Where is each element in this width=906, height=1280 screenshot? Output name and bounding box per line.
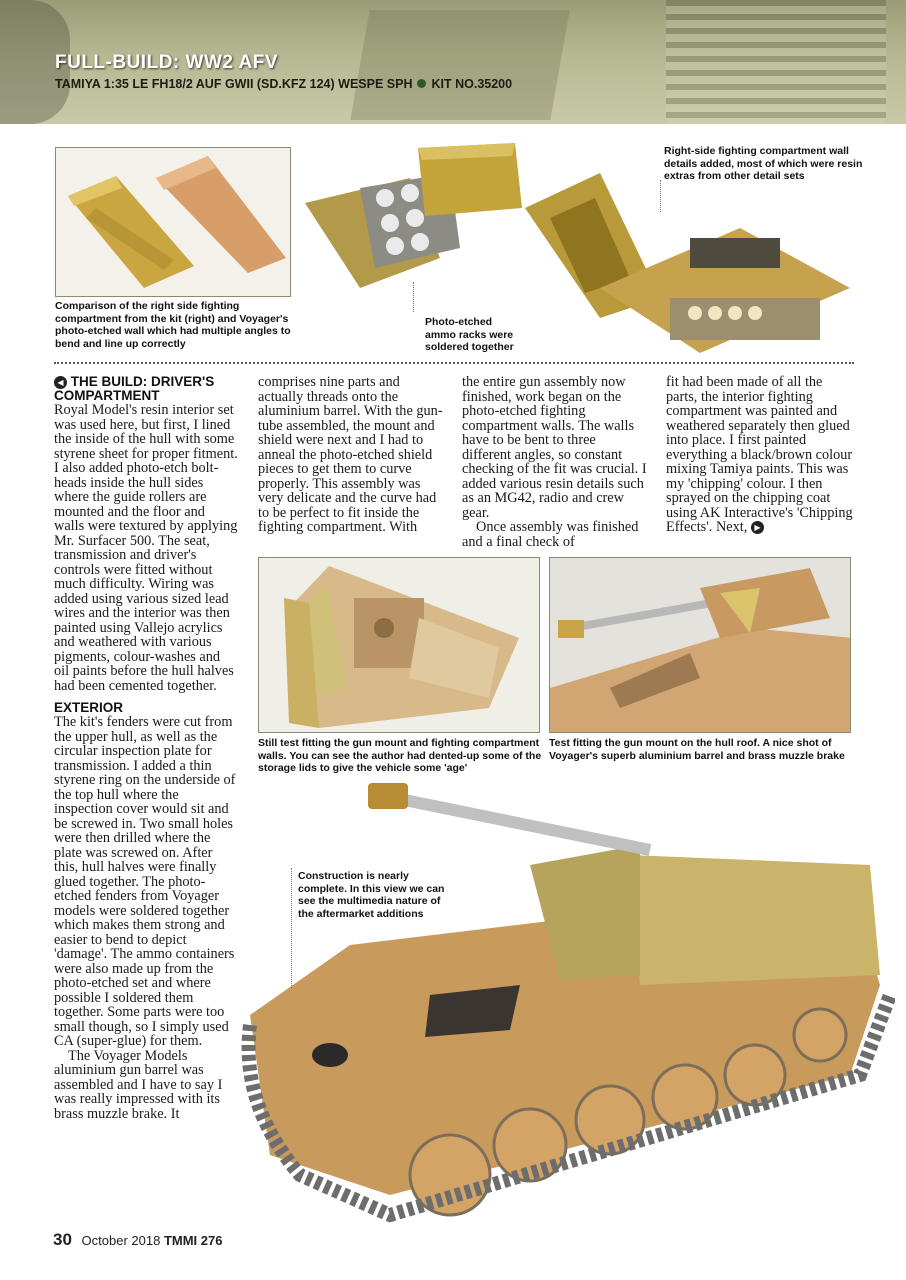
kit-title: TAMIYA 1:35 LE FH18/2 AUF GWII (SD.KFZ 124) WESPE SPH xyxy=(55,77,413,91)
article-column-2 xyxy=(258,375,444,535)
issue-date: October 2018 xyxy=(81,1233,161,1248)
hull-roof-image xyxy=(550,558,851,733)
bullet-icon xyxy=(417,79,426,88)
caption-leader-line xyxy=(660,180,661,212)
gun-mount-image xyxy=(259,558,540,733)
paragraph-column-3b: Once assembly was finished and a final check of xyxy=(462,519,639,550)
section-divider xyxy=(54,362,854,364)
page-number: 30 xyxy=(53,1230,72,1249)
caption-photo-2: Photo-etched ammo racks were soldered together xyxy=(425,316,514,353)
article-column-4 xyxy=(666,375,854,535)
back-arrow-icon: ◀ xyxy=(54,376,67,389)
paragraph-column-2: comprises nine parts and actually threads onto the aluminium barrel. With the gun-tube assembled, the mount and shield were next and I had to anneal the photo-etched shield pieces to get them to curve properly. This assembly was very delicate and the curve had to be perfect to fit inside the fighting compartment. With xyxy=(258,374,443,535)
caption-photo-6: Construction is nearly complete. In this view we can see the multimedia nature of the aftermarket additions xyxy=(298,870,445,920)
caption-photo-1: Comparison of the right side fighting compartment from the kit (right) and Voyager's photo-etched wall which had multiple angles to bend and line up correctly xyxy=(55,300,291,350)
photo-gun-mount-test-fit xyxy=(258,557,540,733)
paragraph-column-4: fit had been made of all the parts, the interior fighting compartment was painted and weathered separately then glued into place. I first painted everything a black/brown colour mixing Tamiya paints. This was my 'chipping' colour. I then sprayed on the chipping coat using AK Interactive's 'Chipping Effects'. Next, ▶ xyxy=(666,374,853,535)
header-background-shape xyxy=(350,10,569,120)
paragraph-exterior: The kit's fenders were cut from the upper hull, as well as the circular inspection plate for transmission. I added a thin styrene ring on the underside of the top hull where the inspection cover would sit and be screwed in. Two small holes were then drilled where the plate was screwed on. After this, hull halves were finally glued together. The photo-etched fenders from Voyager models were soldered together which makes them strong and easier to bend to depict 'damage'. The ammo containers were also made up from the photo-etched set and where possible I soldered them together. Some parts were too small though, so I simply used CA (super-glue) for them. xyxy=(54,714,236,1049)
article-subtitle xyxy=(55,77,512,91)
heading-exterior: EXTERIOR xyxy=(54,700,124,715)
section-kicker: FULL-BUILD: WW2 AFV xyxy=(55,52,279,73)
kit-number: KIT NO.35200 xyxy=(431,77,513,91)
header-banner xyxy=(0,0,906,124)
caption-leader-line xyxy=(291,868,292,988)
photo-ammo-racks xyxy=(300,138,540,313)
photo-completed-model xyxy=(230,775,895,1225)
article-column-3 xyxy=(462,375,648,549)
magazine-issue: TMMI 276 xyxy=(163,1233,223,1248)
right-wall-image xyxy=(520,168,865,358)
paragraph-gun-barrel: The Voyager Models aluminium gun barrel was assembled and I have to say I was really impressed with its brass muzzle brake. It xyxy=(54,1047,223,1122)
paragraph-drivers-compartment: Royal Model's resin interior set was used here, but first, I lined the inside of the hull with some styrene sheet for proper fitment. I also added photo-etch bolt-heads inside the hull sides where the guide rollers are mounted and the floor and walls were textured by applying Mr. Surfacer 500. The seat, transmission and driver's controls were fitted without much difficulty. Wiring was added using various sized lead wires and the interior was then painted using Vallejo acrylics and weathered with various pigments, colour-washes and oil paints before the hull halves had been cemented together. xyxy=(54,402,238,694)
photo-right-wall-details xyxy=(520,168,865,358)
article-column-1 xyxy=(54,375,238,1121)
header-background-vents xyxy=(666,0,886,124)
photo-hull-roof-test-fit xyxy=(549,557,851,733)
caption-photo-5: Test fitting the gun mount on the hull roof. A nice shot of Voyager's superb aluminium barrel and brass muzzle brake xyxy=(549,737,845,762)
heading-drivers-compartment: ◀ THE BUILD: DRIVER'S COMPARTMENT xyxy=(54,374,215,403)
ammo-racks-image xyxy=(300,138,540,313)
wall-comparison-image xyxy=(56,148,291,297)
wespe-model-image xyxy=(230,775,895,1225)
paragraph-column-3: the entire gun assembly now finished, work began on the photo-etched fighting compartment walls. The walls have to be bent to three different angles, so constant checking of the fit was crucial. I added various resin details such as an MG42, radio and crew gear. xyxy=(462,374,647,521)
photo-wall-comparison xyxy=(55,147,291,297)
continue-arrow-icon: ▶ xyxy=(751,521,764,534)
caption-leader-line xyxy=(413,282,414,312)
caption-photo-3: Right-side fighting compartment wall details added, most of which were resin extras from other detail sets xyxy=(664,145,863,182)
caption-photo-4: Still test fitting the gun mount and fighting compartment walls. You can see the author had dented-up some of the storage lids to give the vehicle some 'age' xyxy=(258,737,542,774)
page-footer xyxy=(53,1230,222,1250)
